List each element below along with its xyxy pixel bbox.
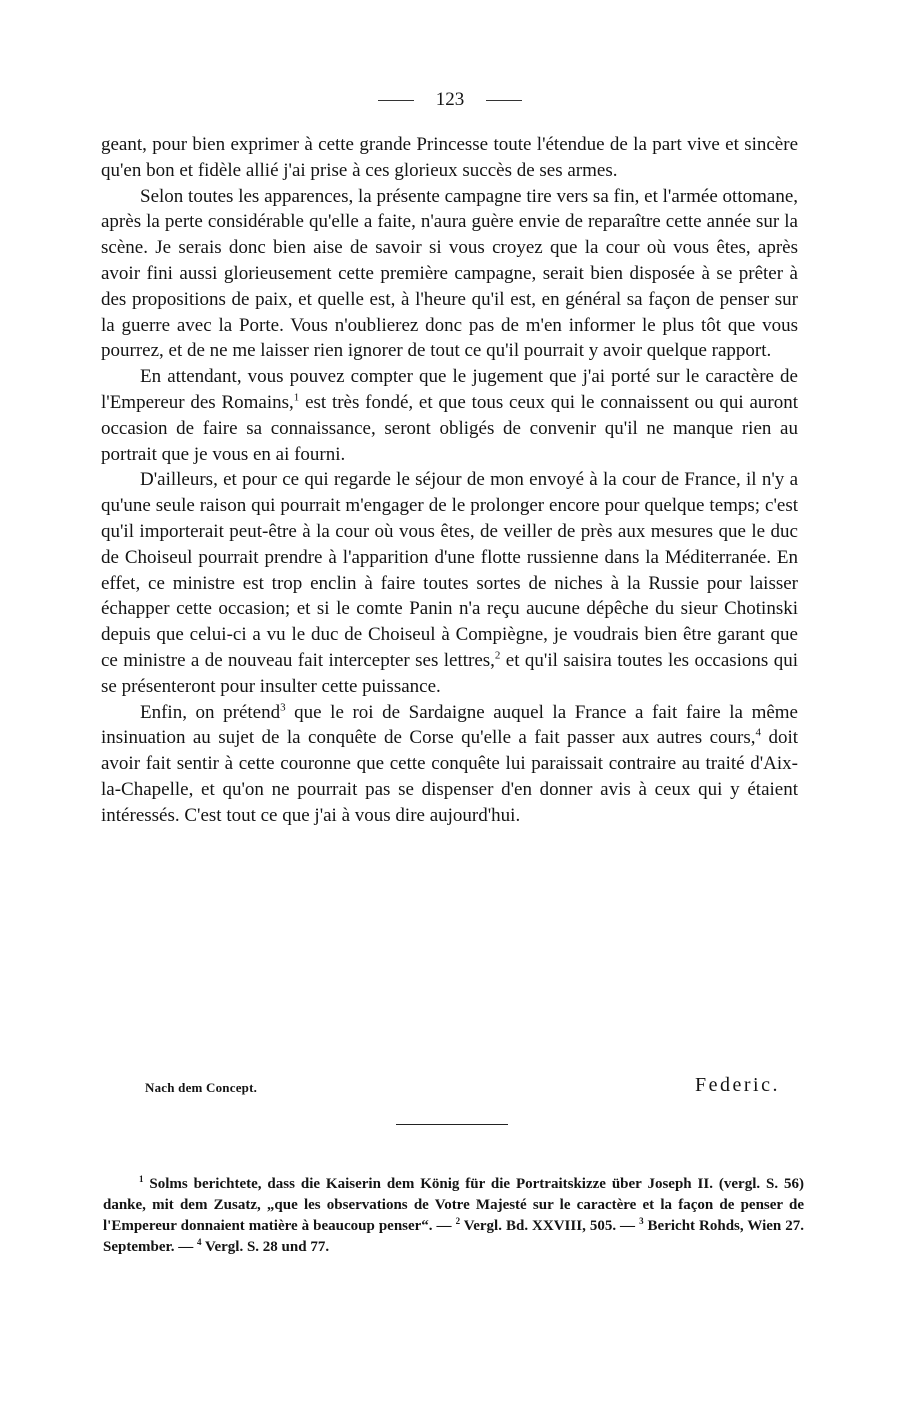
footnote-text-4: Vergl. S. 28 und 77.	[201, 1239, 330, 1255]
paragraph-3	[101, 364, 798, 467]
header-rule-right	[486, 100, 522, 101]
paragraph-4-text-b: et qu'il saisira toutes les occasions qui se présenteront pour insulter cette puissance.	[101, 649, 798, 697]
footnote-ref-2: 2	[494, 649, 501, 662]
footnote-mark-4: 4	[197, 1237, 202, 1247]
footnote-text-3: Bericht Rohds, Wien 27. September. —	[103, 1218, 805, 1255]
source-note: Nach dem Concept.	[145, 1080, 258, 1095]
footnote-ref-1: 1	[293, 391, 300, 404]
paragraph-3-text-a: En attendant, vous pouvez compter que le jugement que j'ai porté sur le caractère de l'Empereur des Romains,	[101, 366, 798, 413]
letter-body	[101, 132, 798, 829]
footnote-text-1: Solms berichtete, dass die Kaiserin dem König für die Portraitskizze über Joseph II. (vergl. S. 56) danke, mit dem Zusatz, „que les observations de Votre Majesté sur le caractère et la façon de penser de l'Empereur donnaient matière à beaucoup penser“. —	[103, 1176, 804, 1234]
page-number: 123	[435, 89, 465, 110]
paragraph-5-text-a: Enfin, on prétend	[140, 701, 281, 723]
paragraph-5	[101, 700, 798, 829]
footnote-divider	[396, 1124, 508, 1125]
footnotes	[103, 1174, 804, 1258]
paragraph-4-text-a: D'ailleurs, et pour ce qui regarde le séjour de mon envoyé à la cour de France, il n'y a qu'une seule raison qui pourrait m'engager de le prolonger encore pour quelque temps; c'est qu'il importerait peut-être à la cour où vous êtes, de veiller de près aux mesures que le duc de Choiseul pourrait prendre à l'apparition d'une flotte russienne dans la Méditerranée. En effet, ce ministre est trop enclin à faire toutes sortes de niches à la Russie pour laisser échapper cette occasion; et si le comte Panin n'a reçu aucune dépêche du sieur Chotinski depuis que celui-ci a vu le duc de Choiseul à Compiègne, je voudrais bien être garant que ce ministre a de nouveau fait intercepter ses lettres,	[101, 469, 798, 671]
footnote-mark-3: 3	[639, 1216, 644, 1226]
footnote-ref-4: 4	[755, 727, 762, 739]
footnote-mark-1: 1	[139, 1174, 144, 1184]
paragraph-4	[101, 467, 798, 699]
footnote-ref-3: 3	[280, 701, 286, 714]
page-header	[0, 88, 900, 112]
footnote-text-2: Vergl. Bd. XXVIII, 505. —	[460, 1218, 640, 1234]
header-rule-left	[378, 100, 414, 101]
signature: Federic.	[695, 1074, 780, 1096]
paragraph-1: geant, pour bien exprimer à cette grande Princesse toute l'étendue de la part vive et sincère qu'en bon et fidèle allié j'ai prise à ces glorieux succès de ses armes.	[101, 134, 798, 181]
paragraph-5-text-c: doit avoir fait sentir à cette couronne que cette conquête lui paraissait contraire au traité d'Aix-la-Chapelle, et qu'on ne pourrait pas se dispenser d'en donner avis à ceux qui y étaient intéressés. C'est tout ce que j'ai à vous dire aujourd'hui.	[101, 727, 799, 826]
paragraph-3-text-b: est très fondé, et que tous ceux qui le connaissent ou qui auront occasion de faire sa connaissance, seront obligés de convenir qu'il ne manque rien au portrait que je vous en ai fourni.	[101, 391, 799, 465]
footnote-mark-2: 2	[455, 1216, 461, 1226]
paragraph-2: Selon toutes les apparences, la présente campagne tire vers sa fin, et l'armée ottomane, après la perte considérable qu'elle a faite, n'aura guère envie de reparaître cette année sur la scène. Je serais donc bien aise de savoir si vous croyez que la cour où vous êtes, après avoir fini aussi glorieusement cette première campagne, serait bien disposée à se prêter à des propositions de paix, et quelle est, à l'heure qu'il est, en général sa façon de penser sur la guerre avec la Porte. Vous n'oublierez donc pas de m'en informer le plus tôt que vous pourrez, et de ne me laisser rien ignorer de tout ce qu'il pourrait y avoir quelque rapport.	[101, 185, 798, 362]
paragraph-5-text-b: que le roi de Sardaigne auquel la France a fait faire la même insinuation au sujet de la conquête de Corse qu'elle a fait passer aux autres cours,	[101, 701, 798, 749]
letter-closing	[101, 1074, 798, 1102]
